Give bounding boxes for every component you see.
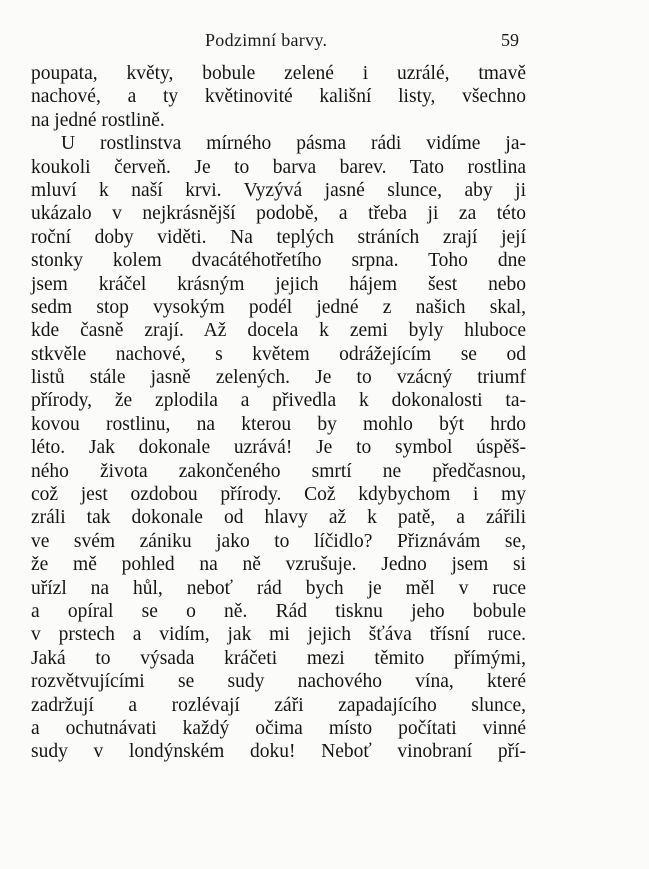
text-line: a opíral se o ně. Rád tisknu jeho bobule <box>31 600 526 622</box>
text-line: uřízl na hůl, neboť rád bych je měl v ruce <box>31 577 526 599</box>
text-line: koukoli červeň. Je to barva barev. Tato rostlina <box>31 156 526 178</box>
text-line: stkvěle nachové, s květem odrážejícím se od <box>31 343 526 365</box>
text-line: ukázalo v nejkrásnější podobě, a třeba ji za této <box>31 203 526 225</box>
text-line: nachové, a ty květinovité kališní listy, všechno <box>31 86 526 108</box>
text-line: což jest ozdobou přírody. Což kdybychom i my <box>31 484 526 506</box>
text-line: zráli tak dokonale od hlavy až k patě, a zářili <box>31 507 526 529</box>
text-line: kovou rostlinu, na kterou by mohlo být hrdo <box>31 413 526 435</box>
running-title: Podzimní barvy. <box>205 30 328 50</box>
text-line: mluví k naší krvi. Vyzývá jasné slunce, aby ji <box>31 179 526 201</box>
text-line: stonky kolem dvacátéhotřetího srpna. Toho dne <box>31 250 526 272</box>
body-text <box>31 62 526 764</box>
text-line: a ochutnávati každý očima místo počítati vinné <box>31 717 526 739</box>
text-line: ve svém zániku jako to líčidlo? Přiznávám se, <box>31 530 526 552</box>
text-line: zadržují a rozlévají záři zapadajícího slunce, <box>31 694 526 716</box>
text-line: poupata, květy, bobule zelené i uzrálé, tmavě <box>31 63 526 84</box>
text-line: kde časně zrají. Až docela k zemi byly hluboce <box>31 320 526 342</box>
text-line: sudy v londýnském doku! Neboť vinobraní pří- <box>31 741 526 763</box>
text-line: že mě pohled na ně vzrušuje. Jedno jsem si <box>31 554 526 576</box>
text-line: roční doby viděti. Na teplých stráních zrají její <box>31 226 526 248</box>
text-line: léto. Jak dokonale uzrává! Je to symbol úspěš- <box>31 437 526 459</box>
text-line: na jedné rostlině. <box>31 109 165 131</box>
text-line: ného života zakončeného smrtí ne předčasnou, <box>31 460 526 482</box>
text-line: jsem kráčel krásným jejich hájem šest nebo <box>31 273 526 295</box>
text-line: v prstech a vidím, jak mi jejich šťáva třísní ruce. <box>31 624 526 646</box>
text-line: Jaká to výsada kráčeti mezi těmito přímými, <box>31 647 526 669</box>
text-line: přírody, že zplodila a přivedla k dokonalosti ta- <box>31 390 526 412</box>
text-line: sedm stop vysokým podél jedné z našich skal, <box>31 296 526 318</box>
text-line: U rostlinstva mírného pásma rádi vidíme ja- <box>61 133 526 155</box>
text-line: rozvětvujícími se sudy nachového vína, které <box>31 671 526 693</box>
page-number: 59 <box>501 30 519 50</box>
text-line: listů stále jasně zelených. Je to vzácný triumf <box>31 367 526 389</box>
